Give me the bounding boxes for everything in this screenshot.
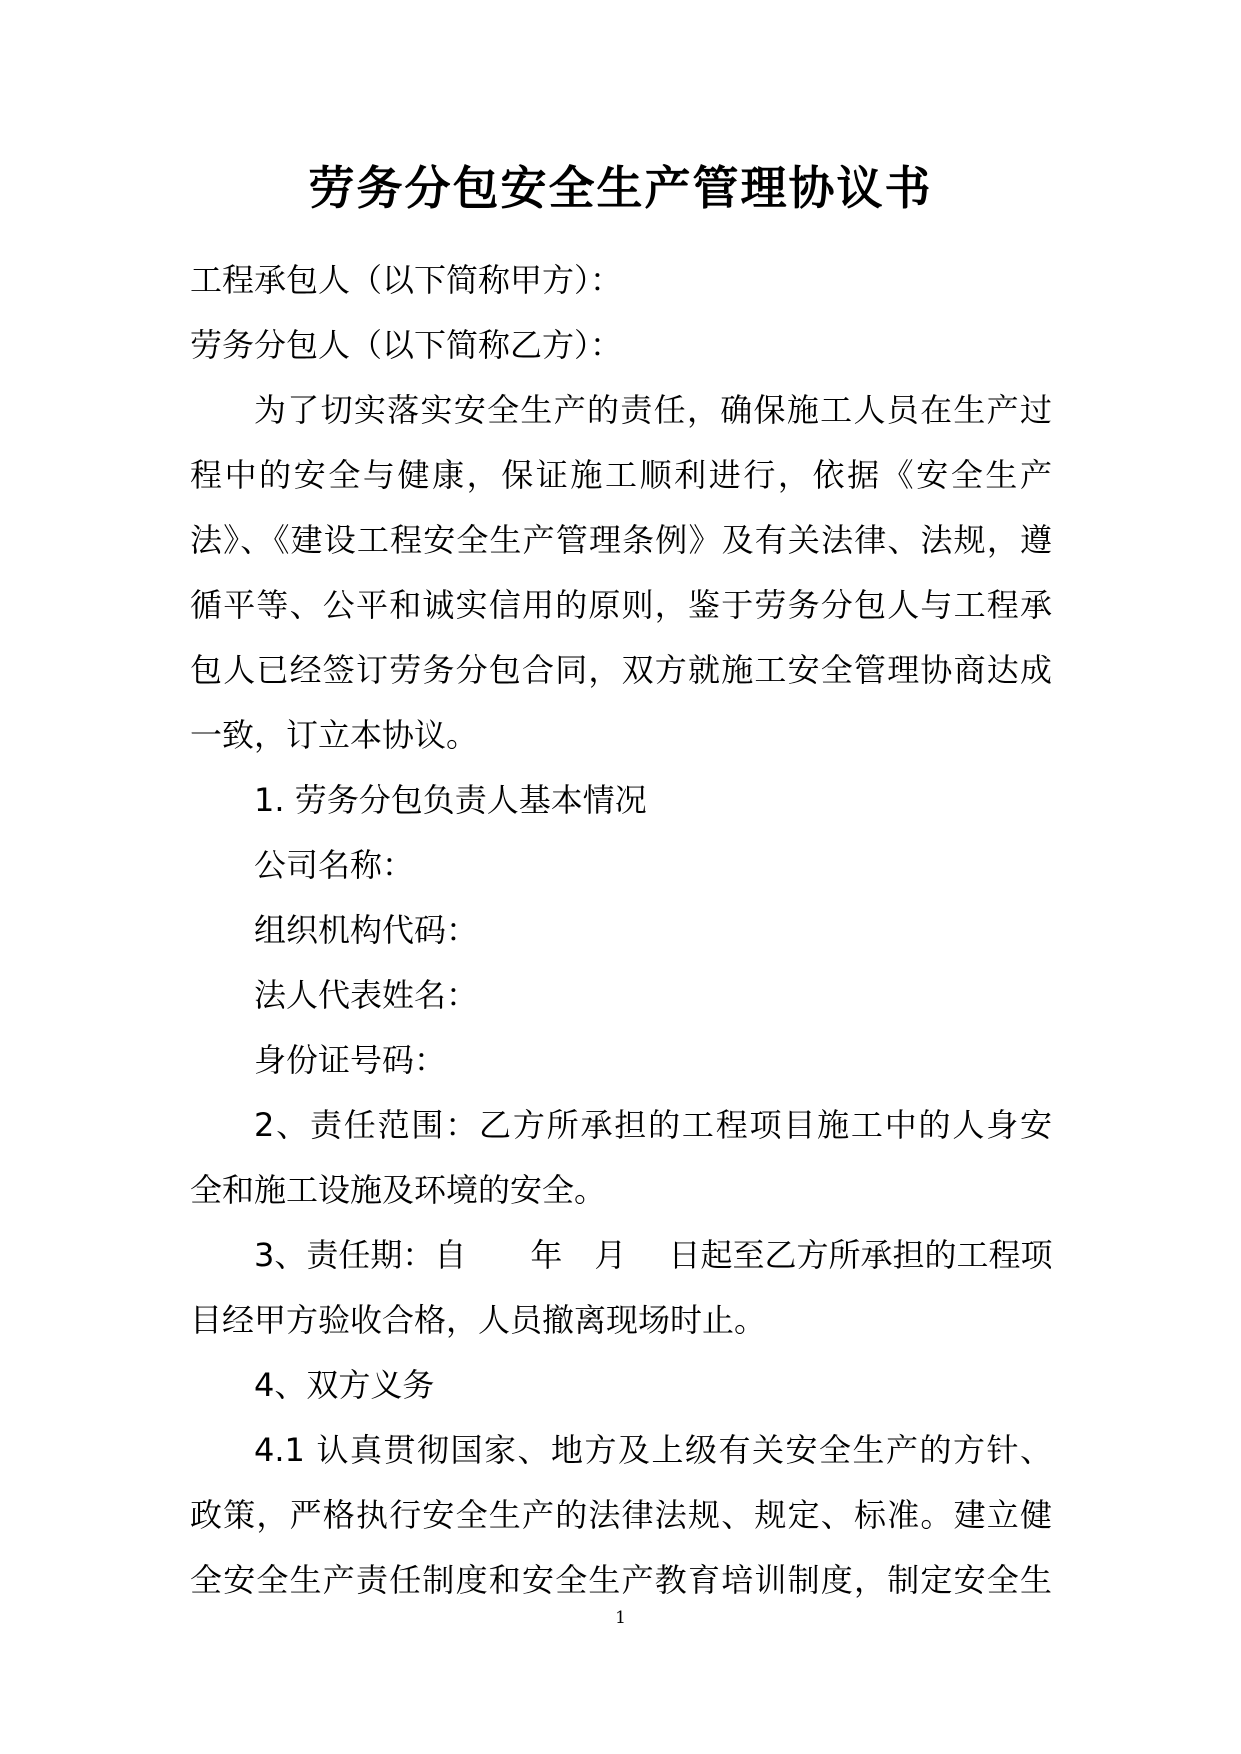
text-line: 4、双方义务 (254, 1366, 435, 1404)
text-line: 程中的安全与健康，保证施工顺利进行，依据《安全生产 (190, 456, 1052, 494)
text-line: 公司名称： (254, 846, 415, 884)
text-line: 4.1 认真贯彻国家、地方及上级有关安全生产的方针、 (254, 1431, 1052, 1469)
text-line: 组织机构代码： (254, 911, 479, 949)
text-line: 1. 劳务分包负责人基本情况 (254, 781, 647, 819)
text-line: 政策，严格执行安全生产的法律法规、规定、标准。建立健 (190, 1496, 1052, 1534)
document-body (190, 248, 1052, 1613)
text-line: 一致，订立本协议。 (190, 716, 479, 754)
page-number: 1 (615, 1608, 626, 1628)
text-line: 工程承包人（以下简称甲方）： (190, 261, 623, 299)
text-line: 全安全生产责任制度和安全生产教育培训制度，制定安全生 (190, 1561, 1052, 1599)
text-line: 2、责任范围：乙方所承担的工程项目施工中的人身安 (254, 1106, 1052, 1144)
text-line: 目经甲方验收合格，人员撤离现场时止。 (190, 1301, 767, 1339)
text-line: 全和施工设施及环境的安全。 (190, 1171, 607, 1209)
text-line: 循平等、公平和诚实信用的原则，鉴于劳务分包人与工程承 (190, 586, 1052, 624)
text-line: 为了切实落实安全生产的责任，确保施工人员在生产过 (254, 391, 1052, 429)
text-line: 劳务分包人（以下简称乙方）： (190, 326, 623, 364)
text-line: 法》、《建设工程安全生产管理条例》及有关法律、法规，遵 (190, 521, 1052, 559)
text-line: 包人已经签订劳务分包合同，双方就施工安全管理协商达成 (190, 651, 1052, 689)
text-line: 身份证号码： (254, 1041, 447, 1079)
text-line: 3、责任期：自 年 月 日起至乙方所承担的工程项 (254, 1236, 1053, 1274)
text-line: 法人代表姓名： (254, 976, 479, 1014)
document-title: 劳务分包安全生产管理协议书 (308, 161, 933, 215)
